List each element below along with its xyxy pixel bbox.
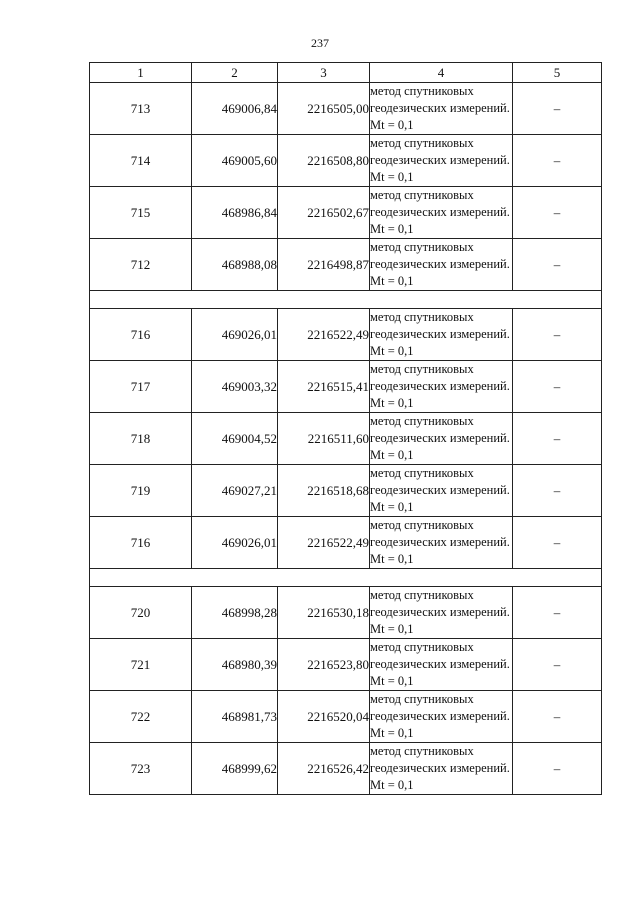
method-cell: метод спутниковых геодезических измерений. Mt = 0,1	[370, 517, 513, 569]
table-row	[90, 743, 602, 795]
point-number-cell: 722	[90, 691, 192, 743]
x-coordinate-cell: 468999,62	[192, 743, 278, 795]
y-coordinate-cell: 2216502,67	[278, 187, 370, 239]
separator-row	[90, 569, 602, 587]
method-cell: метод спутниковых геодезических измерений. Mt = 0,1	[370, 135, 513, 187]
x-coordinate-cell: 468980,39	[192, 639, 278, 691]
note-cell: –	[513, 361, 602, 413]
method-cell: метод спутниковых геодезических измерений. Mt = 0,1	[370, 413, 513, 465]
header-col-3: 3	[278, 63, 370, 83]
point-number-cell: 720	[90, 587, 192, 639]
x-coordinate-cell: 469026,01	[192, 517, 278, 569]
point-number-cell: 715	[90, 187, 192, 239]
separator-cell	[90, 291, 602, 309]
table-row	[90, 691, 602, 743]
note-cell: –	[513, 413, 602, 465]
table-row	[90, 135, 602, 187]
y-coordinate-cell: 2216511,60	[278, 413, 370, 465]
method-cell: метод спутниковых геодезических измерений. Mt = 0,1	[370, 187, 513, 239]
x-coordinate-cell: 469004,52	[192, 413, 278, 465]
table-body	[90, 83, 602, 795]
header-row	[90, 63, 602, 83]
point-number-cell: 718	[90, 413, 192, 465]
point-number-cell: 712	[90, 239, 192, 291]
method-cell: метод спутниковых геодезических измерений. Mt = 0,1	[370, 239, 513, 291]
x-coordinate-cell: 469006,84	[192, 83, 278, 135]
note-cell: –	[513, 639, 602, 691]
table-row	[90, 465, 602, 517]
y-coordinate-cell: 2216526,42	[278, 743, 370, 795]
method-cell: метод спутниковых геодезических измерений. Mt = 0,1	[370, 83, 513, 135]
note-cell: –	[513, 309, 602, 361]
x-coordinate-cell: 468998,28	[192, 587, 278, 639]
x-coordinate-cell: 468981,73	[192, 691, 278, 743]
header-col-2: 2	[192, 63, 278, 83]
point-number-cell: 716	[90, 309, 192, 361]
x-coordinate-cell: 469003,32	[192, 361, 278, 413]
method-cell: метод спутниковых геодезических измерений. Mt = 0,1	[370, 691, 513, 743]
separator-row	[90, 291, 602, 309]
y-coordinate-cell: 2216498,87	[278, 239, 370, 291]
table-row	[90, 517, 602, 569]
point-number-cell: 723	[90, 743, 192, 795]
x-coordinate-cell: 469027,21	[192, 465, 278, 517]
header-col-5: 5	[513, 63, 602, 83]
point-number-cell: 714	[90, 135, 192, 187]
y-coordinate-cell: 2216515,41	[278, 361, 370, 413]
note-cell: –	[513, 83, 602, 135]
coordinates-table	[89, 62, 602, 795]
table-row	[90, 587, 602, 639]
table-row	[90, 413, 602, 465]
note-cell: –	[513, 239, 602, 291]
point-number-cell: 719	[90, 465, 192, 517]
x-coordinate-cell: 469005,60	[192, 135, 278, 187]
x-coordinate-cell: 468988,08	[192, 239, 278, 291]
y-coordinate-cell: 2216505,00	[278, 83, 370, 135]
note-cell: –	[513, 187, 602, 239]
separator-cell	[90, 569, 602, 587]
y-coordinate-cell: 2216523,80	[278, 639, 370, 691]
point-number-cell: 717	[90, 361, 192, 413]
table-row	[90, 239, 602, 291]
page-number: 237	[311, 36, 329, 50]
y-coordinate-cell: 2216508,80	[278, 135, 370, 187]
x-coordinate-cell: 469026,01	[192, 309, 278, 361]
y-coordinate-cell: 2216518,68	[278, 465, 370, 517]
y-coordinate-cell: 2216530,18	[278, 587, 370, 639]
point-number-cell: 721	[90, 639, 192, 691]
y-coordinate-cell: 2216522,49	[278, 517, 370, 569]
note-cell: –	[513, 691, 602, 743]
header-col-1: 1	[90, 63, 192, 83]
header-col-4: 4	[370, 63, 513, 83]
table-row	[90, 187, 602, 239]
method-cell: метод спутниковых геодезических измерений. Mt = 0,1	[370, 639, 513, 691]
table-row	[90, 83, 602, 135]
note-cell: –	[513, 587, 602, 639]
y-coordinate-cell: 2216522,49	[278, 309, 370, 361]
method-cell: метод спутниковых геодезических измерений. Mt = 0,1	[370, 465, 513, 517]
table-row	[90, 361, 602, 413]
x-coordinate-cell: 468986,84	[192, 187, 278, 239]
y-coordinate-cell: 2216520,04	[278, 691, 370, 743]
method-cell: метод спутниковых геодезических измерений. Mt = 0,1	[370, 743, 513, 795]
table-row	[90, 639, 602, 691]
note-cell: –	[513, 743, 602, 795]
point-number-cell: 713	[90, 83, 192, 135]
note-cell: –	[513, 465, 602, 517]
note-cell: –	[513, 517, 602, 569]
method-cell: метод спутниковых геодезических измерений. Mt = 0,1	[370, 309, 513, 361]
point-number-cell: 716	[90, 517, 192, 569]
method-cell: метод спутниковых геодезических измерений. Mt = 0,1	[370, 587, 513, 639]
note-cell: –	[513, 135, 602, 187]
table-row	[90, 309, 602, 361]
method-cell: метод спутниковых геодезических измерений. Mt = 0,1	[370, 361, 513, 413]
